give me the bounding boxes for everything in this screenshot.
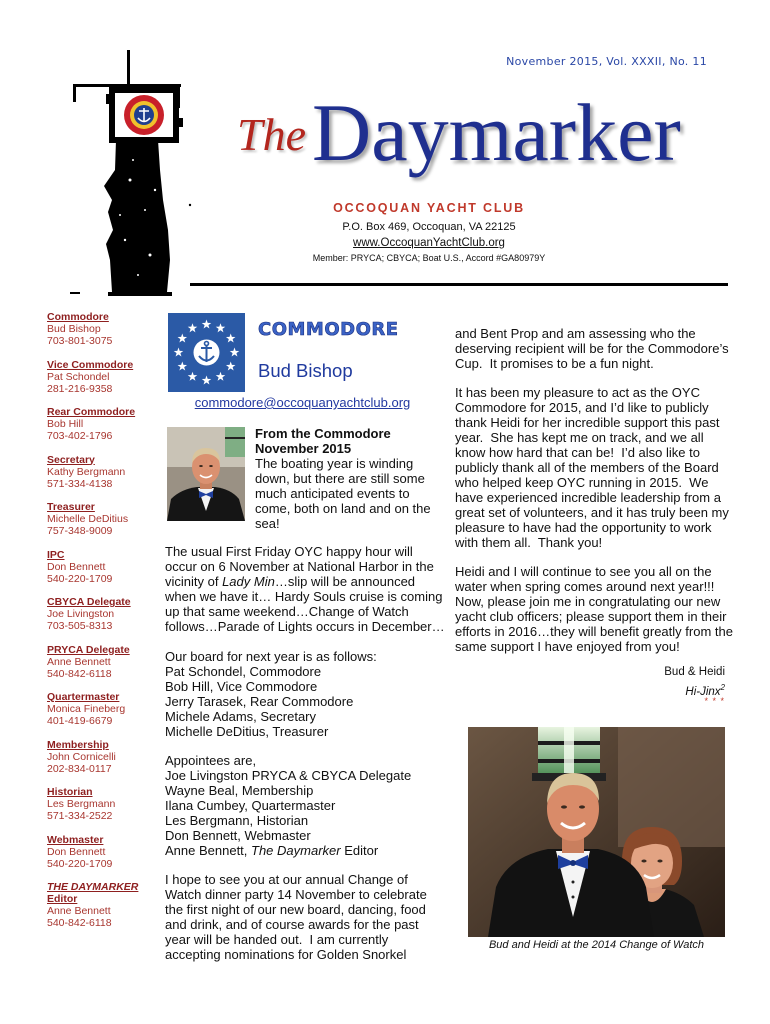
- paragraph-line: pleasure to have had the opportunity to work: [455, 520, 712, 535]
- officer-phone: 281-216-9358: [47, 382, 113, 395]
- signoff-names: Bud & Heidi: [664, 666, 725, 678]
- text-segment: …slip will be announced: [274, 574, 416, 589]
- text-segment: vicinity of: [165, 574, 223, 589]
- officer-entry: [47, 691, 153, 727]
- header-divider: [190, 283, 728, 286]
- commodore-flag-icon: [168, 313, 245, 392]
- boat-superscript: 2: [720, 683, 725, 692]
- paragraph-line: Wayne Beal, Membership: [165, 783, 314, 798]
- paragraph-line: Heidi and I will continue to see you all on the: [455, 564, 712, 579]
- officer-name: Michelle DeDitius: [47, 513, 129, 525]
- officer-entry: [47, 834, 153, 870]
- paragraph-line: Now, please join me in congratulating our new: [455, 594, 721, 609]
- paragraph-line: with them all. Thank you!: [455, 535, 603, 550]
- editor-entry: [47, 881, 153, 929]
- paragraph-line: It has been my pleasure to act as the OYC: [455, 385, 700, 400]
- officer-name: John Cornicelli: [47, 750, 116, 763]
- paragraph-line: great set of volunteers, and it has truly been my: [455, 505, 729, 520]
- paragraph-line: water when spring comes around next year!!!: [455, 579, 715, 594]
- officer-name: Bob Hill: [47, 418, 84, 430]
- officer-phone: 703-505-8313: [47, 620, 113, 632]
- paragraph-congratulations: [455, 564, 733, 654]
- paragraph-line: thank Heidi for her incredible support this past: [455, 415, 720, 430]
- officer-name: Joe Livingston: [47, 608, 115, 620]
- officer-entry: [47, 786, 153, 822]
- officer-name: Kathy Bergmann: [47, 465, 126, 478]
- paragraph-line: Watch dinner party 14 November to celebrate: [165, 887, 427, 902]
- officer-entry: [47, 644, 153, 680]
- officer-title: Secretary: [47, 453, 95, 466]
- officer-title: Treasurer: [47, 501, 95, 513]
- paragraph-line: Our board for next year is as follows:: [165, 649, 377, 664]
- editor-name: Anne Bennett: [47, 905, 111, 917]
- paragraph-line: much anticipated events to: [255, 486, 410, 501]
- officer-title: Webmaster: [47, 833, 104, 846]
- paragraph-line: year. She has kept me on track, and we all: [455, 430, 704, 445]
- intro-title: From the Commodore: [255, 426, 391, 441]
- commodore-email-link[interactable]: commodore@occoquanyachtclub.org: [194, 395, 411, 410]
- paragraph-line: Appointees are,: [165, 753, 257, 768]
- photo-caption: Bud and Heidi at the 2014 Change of Watch: [488, 939, 705, 951]
- officer-entry: [47, 406, 153, 442]
- paragraph-line: deserving recipient will be for the Commodore’s: [455, 341, 729, 356]
- paragraph-line: efforts in 2016…they will benefit greatly from the: [455, 624, 733, 639]
- section-heading: COMMODORE: [258, 319, 399, 340]
- officer-title: PRYCA Delegate: [47, 643, 130, 656]
- officer-phone: 540-220-1709: [47, 572, 113, 585]
- text-segment: Editor: [340, 843, 379, 858]
- bud-and-heidi-photo: [468, 727, 725, 937]
- newsletter-name: The Daymarker: [251, 843, 341, 858]
- paragraph-line: and Bent Prop and am assessing who the: [455, 326, 696, 341]
- newsletter-title: Daymarker: [312, 87, 681, 178]
- paragraph-line: Jerry Tarasek, Rear Commodore: [165, 694, 354, 709]
- paragraph-line: [165, 843, 411, 858]
- paragraph-line: Michele Adams, Secretary: [165, 709, 317, 724]
- paragraph-line: Commodore for 2015, and I’d like to publicly: [455, 400, 709, 415]
- paragraph-appointees: [165, 753, 411, 858]
- paragraph-line: have experienced incredible leadership from a: [455, 490, 721, 505]
- officer-name: Les Bergmann: [47, 798, 116, 810]
- paragraph-line: The usual First Friday OYC happy hour will: [165, 544, 413, 559]
- paragraph-line: Bob Hill, Vice Commodore: [165, 679, 318, 694]
- paragraph-line: publicly thank all of the members of the Board: [455, 460, 719, 475]
- officer-sidebar: [47, 311, 153, 941]
- officer-name: Monica Fineberg: [47, 703, 126, 715]
- club-website-link[interactable]: www.OccoquanYachtClub.org: [353, 237, 505, 249]
- intro-block: [255, 426, 431, 531]
- paragraph-line: who helped keep OYC running in 2015. We: [455, 475, 709, 490]
- issue-line: November 2015, Vol. XXXII, No. 11: [506, 55, 707, 68]
- paragraph-line: year will be handed out. I am currently: [165, 932, 389, 947]
- officer-title: IPC: [47, 548, 65, 561]
- club-address: P.O. Box 469, Occoquan, VA 22125: [342, 221, 516, 233]
- officer-name: Anne Bennett: [47, 655, 111, 668]
- paragraph-line: [165, 574, 445, 589]
- paragraph-line: Ilana Cumbey, Quartermaster: [165, 798, 336, 813]
- officer-phone: 401-419-6679: [47, 715, 113, 727]
- paragraph-line: occur on 6 November at National Harbor in the: [165, 559, 434, 574]
- paragraph-change-of-watch: [165, 872, 427, 962]
- officer-name: Don Bennett: [47, 560, 106, 573]
- officer-phone: 757-348-9009: [47, 525, 113, 537]
- paragraph-line: Les Bergmann, Historian: [165, 813, 309, 828]
- officer-title: Membership: [47, 738, 109, 751]
- paragraph-line: the first night of our new board, dancing, food: [165, 902, 426, 917]
- paragraph-line: The boating year is winding: [255, 456, 414, 471]
- paragraph-line: Cup. It promises to be a fun night.: [455, 356, 654, 371]
- paragraph-line: and drink, and of course awards for the past: [165, 917, 419, 932]
- section-end-stars: * * *: [704, 696, 725, 706]
- officer-name: Bud Bishop: [47, 323, 101, 335]
- paragraph-line: when we have it… Hardy Souls cruise is coming: [165, 589, 443, 604]
- officer-entry: [47, 549, 153, 585]
- paragraph-line: know how hard that can be! I’d also like to: [455, 445, 700, 460]
- officer-phone: 703-801-3075: [47, 335, 113, 347]
- paragraph-line: down, but there are still some: [255, 471, 425, 486]
- officer-phone: 540-842-6118: [47, 667, 112, 680]
- officer-phone: 540-220-1709: [47, 857, 113, 870]
- paragraph-line: Don Bennett, Webmaster: [165, 828, 311, 843]
- paragraph-line: sea!: [255, 516, 280, 531]
- officer-entry: [47, 359, 153, 395]
- editor-title: THE DAYMARKER: [47, 881, 139, 893]
- officer-title: CBYCA Delegate: [47, 596, 131, 608]
- paragraph-line: follows…Parade of Lights occurs in December…: [165, 619, 445, 634]
- officer-title: Quartermaster: [47, 691, 120, 703]
- officer-name: Don Bennett: [47, 845, 106, 858]
- commodore-photo: [167, 427, 245, 521]
- daymarker-logo: [0, 0, 200, 310]
- editor-title-line2: Editor: [47, 893, 78, 905]
- boat-name: Lady Min: [222, 574, 275, 589]
- intro-date: November 2015: [255, 441, 352, 456]
- paragraph-line: Pat Schondel, Commodore: [165, 664, 322, 679]
- officer-entry: [47, 501, 153, 537]
- officer-title: Rear Commodore: [47, 406, 136, 418]
- paragraph-line: up that same weekend…Change of Watch: [165, 604, 409, 619]
- paragraph-board: [165, 649, 377, 739]
- officer-title: Vice Commodore: [47, 358, 134, 371]
- officer-title: Commodore: [47, 311, 109, 323]
- officer-entry: [47, 454, 153, 490]
- text-segment: Anne Bennett,: [165, 843, 252, 858]
- officer-phone: 703-402-1796: [47, 430, 113, 442]
- club-name: OCCOQUAN YACHT CLUB: [333, 201, 525, 215]
- officer-title: Historian: [47, 786, 93, 798]
- boat-name: Hi-Jinx: [685, 685, 721, 698]
- officer-name: Pat Schondel: [47, 370, 110, 383]
- paragraph-line: come, both on land and on the: [255, 501, 431, 516]
- officer-phone: 571-334-2522: [47, 810, 113, 822]
- paragraph-line: yacht club officers; please support them in their: [455, 609, 727, 624]
- article-author: Bud Bishop: [258, 360, 353, 381]
- officer-entry: [47, 596, 153, 632]
- officer-phone: 571-334-4138: [47, 477, 113, 490]
- paragraph-thanks: [455, 385, 729, 550]
- paragraph-awards: [455, 326, 729, 371]
- paragraph-line: same support I have enjoyed from you!: [455, 639, 680, 654]
- paragraph-line: Joe Livingston PRYCA & CBYCA Delegate: [165, 768, 412, 783]
- paragraph-line: I hope to see you at our annual Change of: [165, 872, 408, 887]
- paragraph-events: [165, 544, 445, 634]
- editor-phone: 540-842-6118: [47, 917, 112, 929]
- officer-entry: [47, 311, 153, 347]
- club-memberships: Member: PRYCA; CBYCA; Boat U.S., Accord #GA80979Y: [312, 253, 546, 263]
- officer-phone: 202-834-0117: [47, 762, 112, 775]
- officer-entry: [47, 739, 153, 775]
- title-the: The: [237, 109, 306, 160]
- paragraph-line: accepting nominations for Golden Snorkel: [165, 947, 407, 962]
- paragraph-line: Michelle DeDitius, Treasurer: [165, 724, 329, 739]
